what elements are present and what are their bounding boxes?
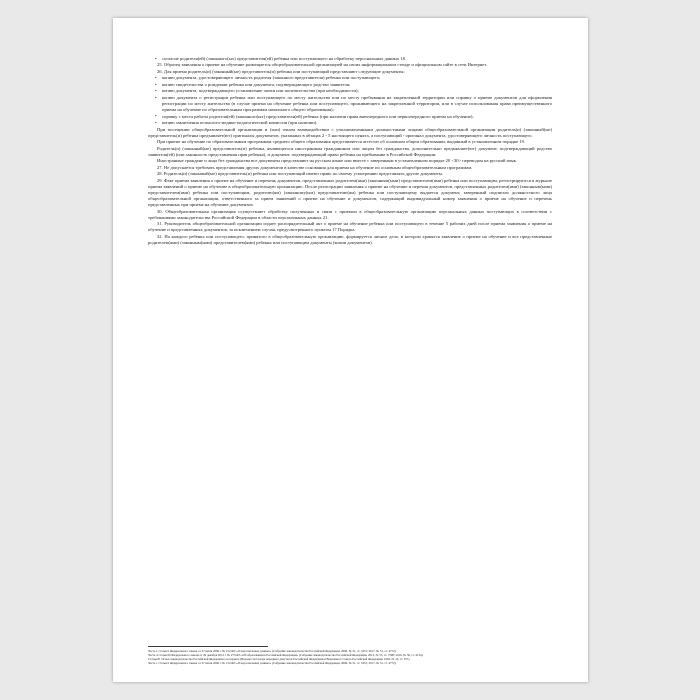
paragraph-30: 30. Общеобразовательная организация осуществляет обработку полученных в связи с приемом в общеобразовательную организацию персональных данных поступающих в соответствии с требованиями законодательства Российской Федерации в области персональных данных 21. [148,208,552,220]
paragraph-attestat: При приеме на обучение по образовательным программам среднего общего образования представляется аттестат об основном общем образовании, выданный в установленном порядке 19. [157,139,526,145]
paragraph-32: 32. На каждого ребенка или поступающего, принятого в общеобразовательную организацию, формируется личное дело, в котором хранятся заявление о приеме на обучение и все представленные родителем(ями) (законным(ыми) представителем(ями) ребенка или поступающим документы (копии документов). [148,233,552,245]
list-item: • копию свидетельства о рождении ребенка или документа, подтверждающего родство заявителя; [148,82,552,88]
footnotes-area [148,646,552,665]
list-item: • копию документа, удостоверяющего личность родителя (законного представителя) ребенка или поступающего; [148,75,552,81]
paragraph-27: 27. Не допускается требовать представления других документов в качестве основания для приема на обучение по основным общеобразовательным программам. [157,164,473,170]
footnote-18: Часть 1 статьи 6 Федерального закона от 27 июля 2006 г. № 152-ФЗ «О персональных данных» (Собрание законодательства Российской Федерации, 2006, № 31, ст. 3451; 2017, № 31, ст. 4772). [148,648,397,653]
bulleted-list-documents [148,75,552,126]
paragraph-25: 25. Образец заявления о приеме на обучение размещается общеобразовательной организацией на своих информационном стенде и официальном сайте в сети Интернет. [157,62,488,68]
list-item: • согласие родителя(ей) (законного(ых) представителя(ей) ребенка или поступающего на обработку персональных данных 18. [148,56,552,62]
bulleted-list-top [148,56,552,62]
paragraph-29: 29. Факт приема заявления о приеме на обучение и перечень документов, представленных родителем(ями) (законным(ыми) представителем(ями) ребенка или поступающим, регистрируются в журнале приема заявлений о приеме на обучение в общеобразовательную организацию. После регистрации заявления о приеме на обучение и перечня документов, представленных родителем(ями) (законным(ыми) представителем(ями) ребенка или поступающим, родителю(ям) (законному(ым) представителю(ям) ребенка или поступающему выдается документ, заверенный подписью должностного лица общеобразовательной организации, ответственного за прием заявлений о приеме на обучение и документов, содержащий индивидуальный номер заявления о приеме на обучение и перечень представленных при приеме на обучение документов. [148,177,552,208]
paragraph-originals: При посещении общеобразовательной организации и (или) очном взаимодействии с уполномоченными должностными лицами общеобразовательной организации родитель(и) (законный(ые) представитель(и) ребенка предъявляет(ют) оригиналы документов, указанных в абзацах 2 - 5 настоящего пункта, а поступающий - оригинал документа, удостоверяющего личность поступающего. [148,126,552,138]
page-content [148,56,552,246]
footnote-21: Часть 1 статьи 6 Федерального закона от 27 июля 2006 г. № 152-ФЗ «О персональных данных» (Собрание законодательства Российской Федерации, 2006, № 31, ст. 3451; 2017, № 31, ст. 4772). [148,660,397,665]
list-item: • копию документа, подтверждающего установление опеки или попечительства (при необходимости); [148,88,552,94]
footnote-19: Часть 4 статьи 60 Федерального закона от 29 декабря 2012 г. № 273-ФЗ «Об образовании в Российской Федерации» (Собрание законодательства Российской Федерации, 2012, № 53, ст. 7598; 2019, № 30, ст. 4134). [148,652,424,657]
paragraph-26: 26. Для приема родитель(и) (законный(ые) представитель(и) ребенка или поступающий представляют следующие документы: [157,68,405,74]
list-item: • справку с места работы родителя(ей) (законного(ых) представителя(ей) ребенка (при наличии права внеочередного или первоочередного приема на обучение); [148,114,552,120]
footnote-divider [148,646,268,647]
document-page [113,18,588,682]
paragraph-foreign-parents: Родитель(и) (законный(ые) представитель(и) ребенка, являющегося иностранным гражданином или лицом без гражданства, дополнительно предъявляет(ют) документ, подтверждающий родство заявителя(ей) (или законность представления прав ребенка), и документ, подтверждающий право ребенка на пребывание в Российской Федерации. [148,145,552,157]
paragraph-28: 28. Родитель(и) (законный(ые) представитель(и) ребенка или поступающий имеют право по своему усмотрению представлять другие документы. [157,171,443,177]
list-item: • копию документа о регистрации ребенка или поступающего по месту жительства или по месту пребывания на закрепленной территории или справку о приеме документов для оформления регистрации по месту жительства (в случае приема на обучение ребенка или поступающего, проживающего на закрепленной территории, или в случае использования права преимущественного приема на обучение по образовательным программам начального общего образования); [148,95,552,113]
list-item: • копию заключения психолого-медико-педагогической комиссии (при наличии). [148,120,552,126]
paragraph-31: 31. Руководитель общеобразовательной организации издает распорядительный акт о приеме на обучение ребенка или поступающего в течение 5 рабочих дней после приема заявления о приеме на обучение и представленных документов, за исключением случая, предусмотренного пунктом 17 Порядка. [148,221,552,233]
paragraph-translation: Иностранные граждане и лица без гражданства все документы представляют на русском языке или вместе с заверенным в установленном порядке 20 <30> переводом на русский язык. [157,158,517,164]
footnote-20: Статья 81 Основ законодательства Российской Федерации о нотариате (Ведомости Съезда народных депутатов Российской Федерации и Верховного Совета Российской Федерации, 1993, № 10, ст. 357). [148,656,411,661]
